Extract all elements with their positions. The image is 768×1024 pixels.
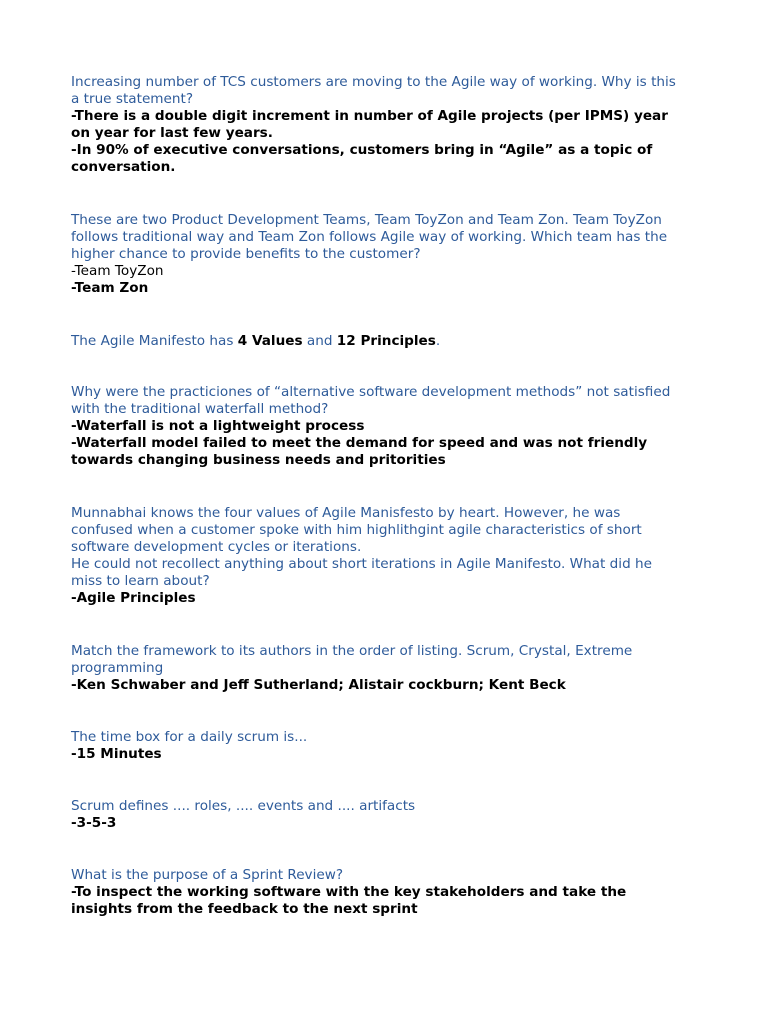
- question-line: He could not recollect anything about short iterations in Agile Manifesto. What did he: [71, 556, 652, 572]
- answer-line: on year for last few years.: [71, 125, 273, 141]
- qa-block-8: [71, 798, 691, 832]
- question-line: follows traditional way and Team Zon follows Agile way of working. Which team has the: [71, 229, 668, 245]
- manifesto-prefix: The Agile Manifesto has: [71, 333, 238, 349]
- question-line: These are two Product Development Teams, Team ToyZon and Team Zon. Team ToyZon: [71, 212, 662, 228]
- answer-line: -To inspect the working software with the key stakeholders and take the: [71, 884, 627, 900]
- option-line: -Team ToyZon: [71, 263, 164, 279]
- question-line: higher chance to provide benefits to the customer?: [71, 246, 421, 262]
- manifesto-line: [71, 333, 691, 350]
- answer-line: -There is a double digit increment in number of Agile projects (per IPMS) year: [71, 108, 668, 124]
- question-line: a true statement?: [71, 91, 194, 107]
- manifesto-suffix: .: [435, 333, 441, 349]
- answer-line: -Ken Schwaber and Jeff Sutherland; Alistair cockburn; Kent Beck: [71, 677, 566, 693]
- question-line: What is the purpose of a Sprint Review?: [71, 867, 344, 883]
- qa-block-5: [71, 505, 691, 607]
- question-line: Match the framework to its authors in the order of listing. Scrum, Crystal, Extreme: [71, 643, 633, 659]
- answer-line: -15 Minutes: [71, 746, 162, 762]
- manifesto-principles: 12 Principles: [336, 333, 436, 349]
- question-line: Why were the practiciones of “alternative software development methods” not satisfied: [71, 384, 671, 400]
- qa-block-3: [71, 333, 691, 350]
- answer-line: -Agile Principles: [71, 590, 196, 606]
- qa-block-9: [71, 867, 691, 918]
- question-line: Scrum defines .... roles, .... events and .... artifacts: [71, 798, 416, 814]
- answer-line: insights from the feedback to the next sprint: [71, 901, 418, 917]
- manifesto-and: and: [302, 333, 337, 349]
- question-line: Munnabhai knows the four values of Agile Manisfesto by heart. However, he was: [71, 505, 621, 521]
- qa-block-7: [71, 729, 691, 763]
- question-line: The time box for a daily scrum is...: [71, 729, 308, 745]
- question-line: programming: [71, 660, 164, 676]
- answer-line: -Waterfall model failed to meet the demand for speed and was not friendly: [71, 435, 648, 451]
- question-line: with the traditional waterfall method?: [71, 401, 329, 417]
- question-line: Increasing number of TCS customers are moving to the Agile way of working. Why is this: [71, 74, 676, 90]
- question-line: miss to learn about?: [71, 573, 210, 589]
- answer-line: -3-5-3: [71, 815, 117, 831]
- answer-line: conversation.: [71, 159, 176, 175]
- answer-line: -Waterfall is not a lightweight process: [71, 418, 365, 434]
- manifesto-values: 4 Values: [237, 333, 303, 349]
- question-line: software development cycles or iterations.: [71, 539, 362, 555]
- qa-block-4: [71, 384, 691, 469]
- qa-block-2: [71, 212, 691, 297]
- answer-line: -Team Zon: [71, 280, 149, 296]
- answer-line: towards changing business needs and pritorities: [71, 452, 446, 468]
- qa-block-6: [71, 643, 691, 694]
- question-line: confused when a customer spoke with him highlithgint agile characteristics of short: [71, 522, 642, 538]
- answer-line: -In 90% of executive conversations, customers bring in “Agile” as a topic of: [71, 142, 653, 158]
- qa-block-1: [71, 74, 691, 176]
